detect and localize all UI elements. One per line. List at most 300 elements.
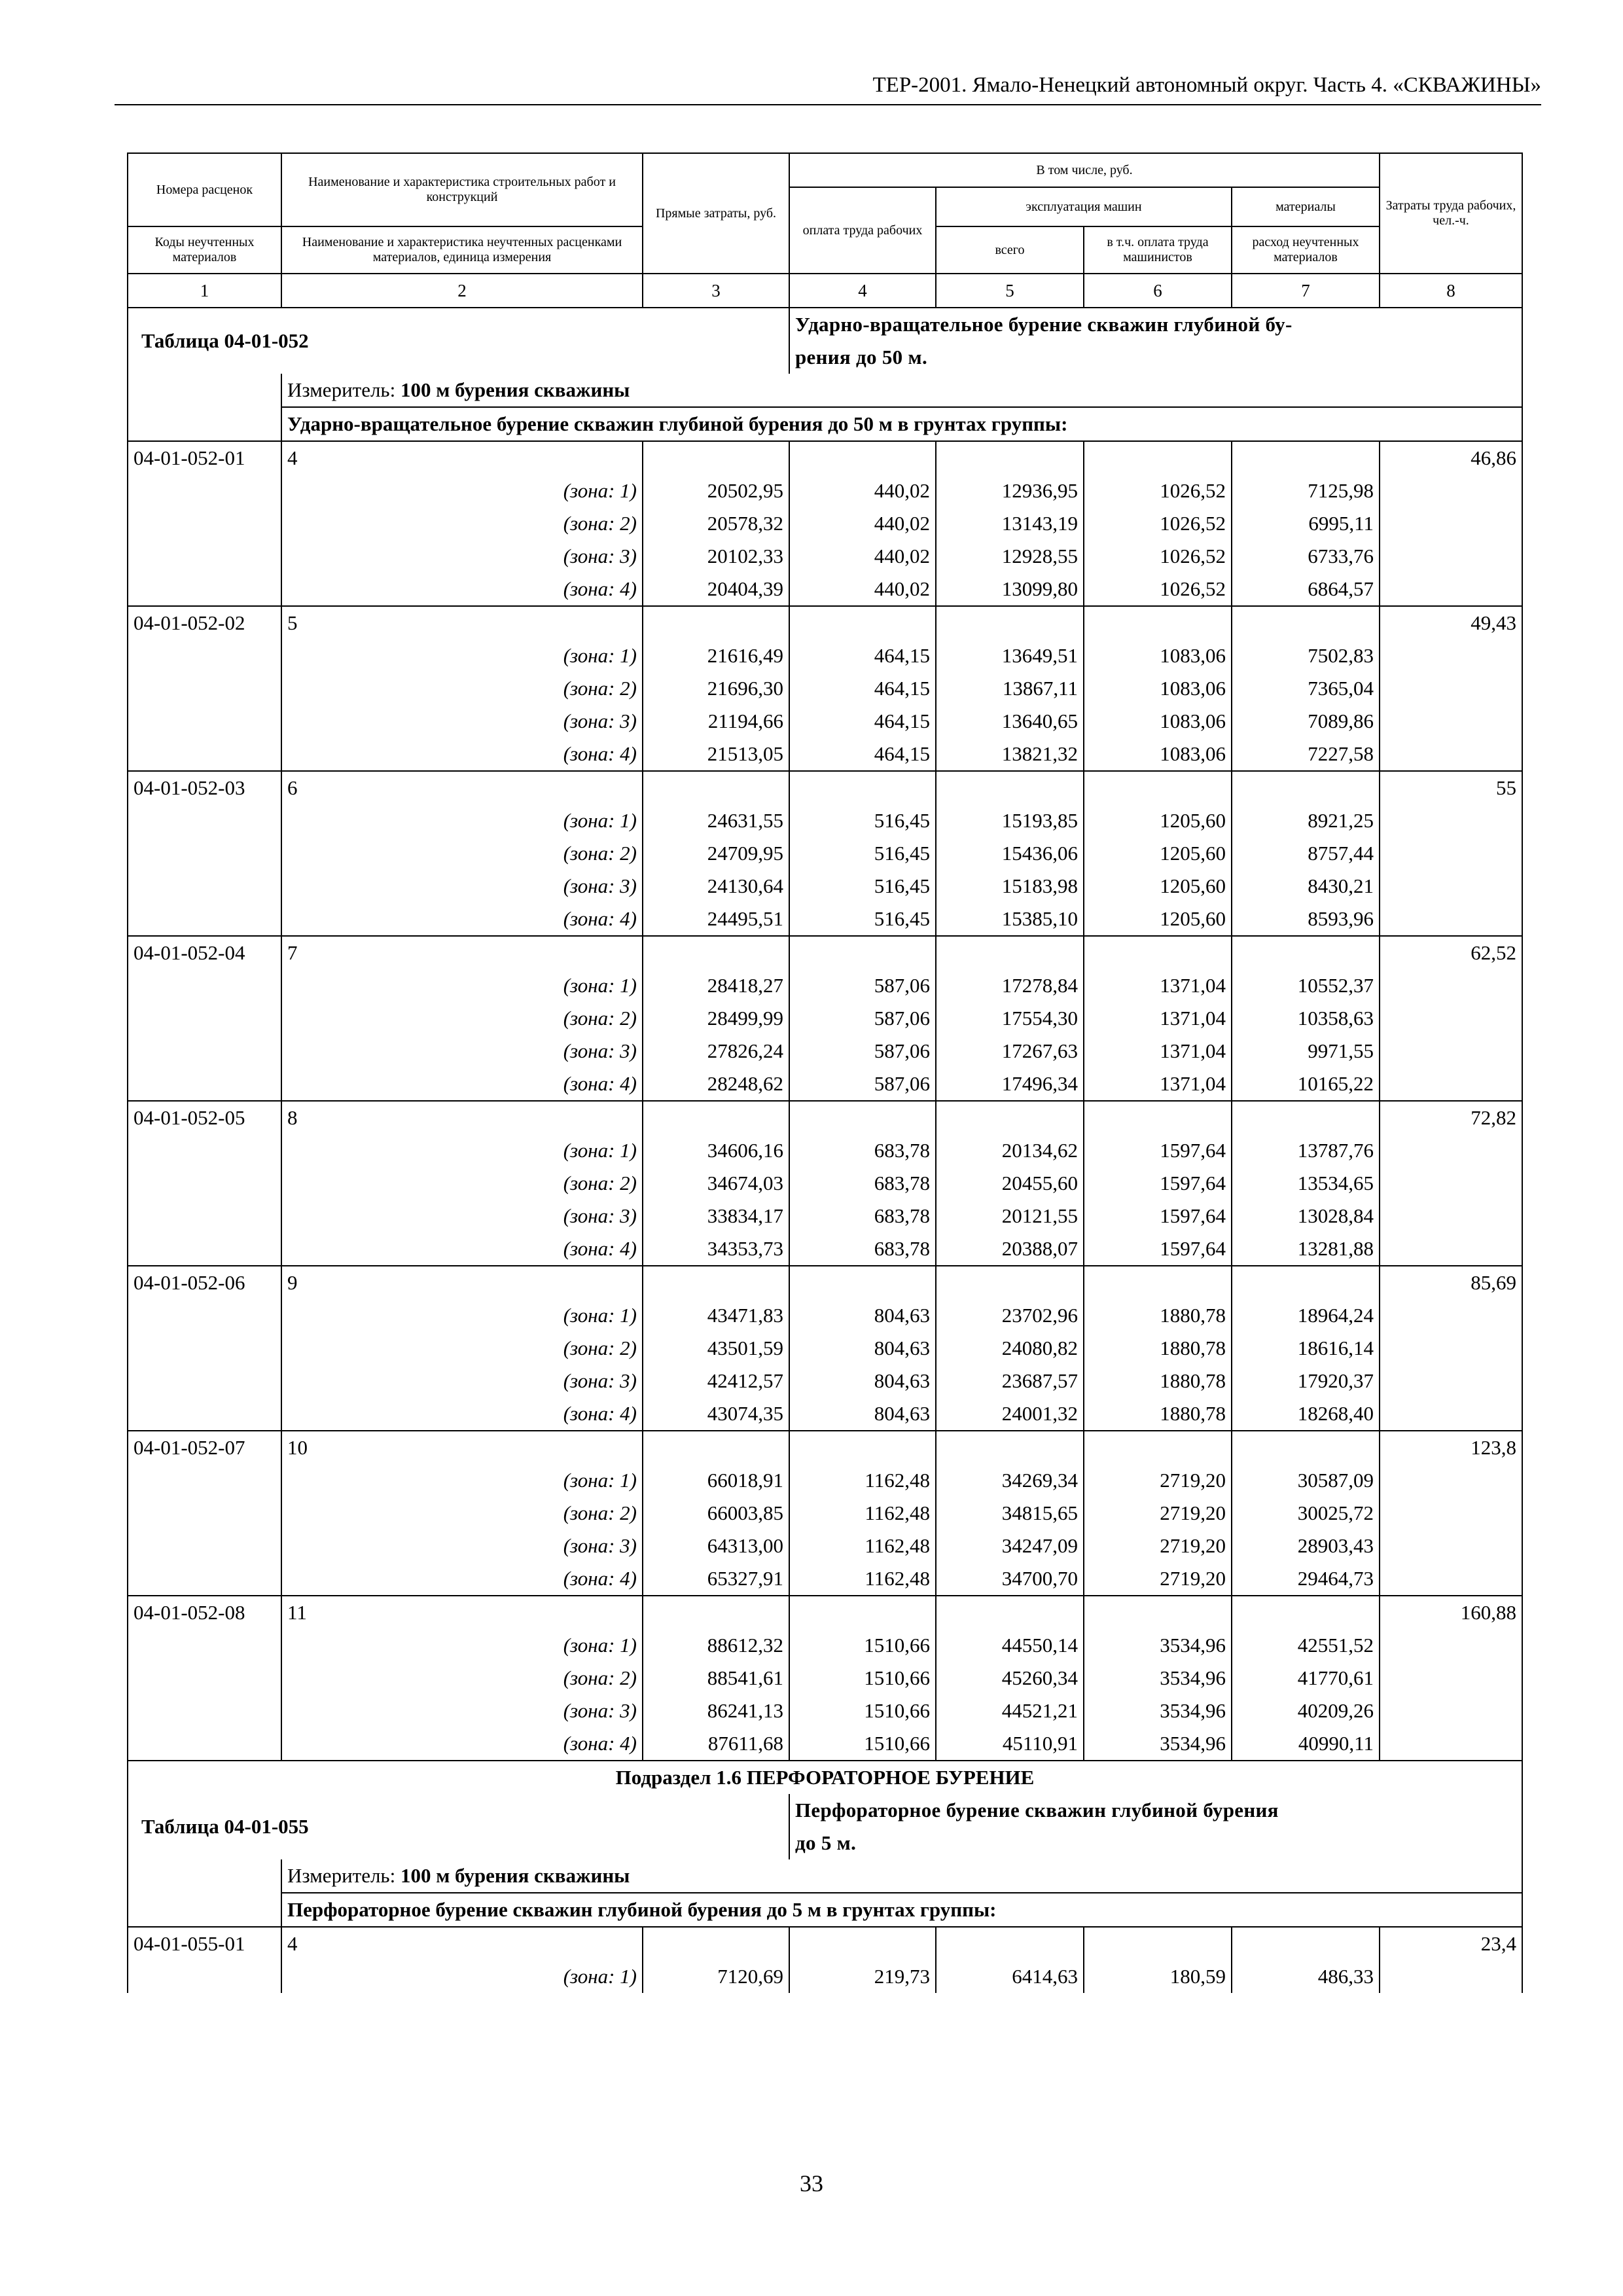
- materials-cost: 13281,88: [1232, 1232, 1380, 1266]
- empty-cell: [1380, 1134, 1522, 1167]
- direct-costs: 88612,32: [643, 1629, 789, 1662]
- subsection-row: [128, 1761, 1522, 1794]
- table-title: Таблица 04-01-055: [128, 1794, 789, 1859]
- worker-wages: 1510,66: [789, 1629, 936, 1662]
- direct-costs: 21513,05: [643, 738, 789, 771]
- rock-group: 10: [281, 1431, 643, 1464]
- empty-cell: [128, 507, 281, 540]
- materials-cost: 41770,61: [1232, 1662, 1380, 1695]
- zone-row: [128, 1200, 1522, 1232]
- machines-total: 13099,80: [936, 573, 1084, 606]
- zone-row: [128, 540, 1522, 573]
- empty-cell: [643, 771, 789, 804]
- machinist-wages: 2719,20: [1084, 1464, 1232, 1497]
- rate-code-row: [128, 1596, 1522, 1629]
- empty-cell: [789, 1596, 936, 1629]
- direct-costs: 33834,17: [643, 1200, 789, 1232]
- machinist-wages: 2719,20: [1084, 1562, 1232, 1596]
- zone-label: (зона: 4): [281, 1727, 643, 1761]
- direct-costs: 20578,32: [643, 507, 789, 540]
- rock-group: 6: [281, 771, 643, 804]
- zone-label: (зона: 4): [281, 1232, 643, 1266]
- empty-cell: [936, 1431, 1084, 1464]
- rate-code-row: [128, 1101, 1522, 1134]
- machines-total: 20455,60: [936, 1167, 1084, 1200]
- worker-wages: 516,45: [789, 804, 936, 837]
- worker-wages: 683,78: [789, 1167, 936, 1200]
- direct-costs: 20102,33: [643, 540, 789, 573]
- zone-row: [128, 804, 1522, 837]
- machinist-wages: 1083,06: [1084, 672, 1232, 705]
- zone-label: (зона: 2): [281, 507, 643, 540]
- empty-cell: [128, 573, 281, 606]
- worker-wages: 219,73: [789, 1960, 936, 1993]
- empty-cell: [1380, 969, 1522, 1002]
- col-materials-header: расход неучтенных материалов: [1232, 226, 1380, 274]
- rate-code: 04-01-052-08: [128, 1596, 281, 1629]
- zone-label: (зона: 2): [281, 1002, 643, 1035]
- zone-row: [128, 1629, 1522, 1662]
- zone-row: [128, 870, 1522, 903]
- empty-cell: [1232, 936, 1380, 969]
- zone-row: [128, 1530, 1522, 1562]
- materials-cost: 6864,57: [1232, 573, 1380, 606]
- machines-total: 15183,98: [936, 870, 1084, 903]
- empty-cell: [1084, 936, 1232, 969]
- zone-label: (зона: 3): [281, 1035, 643, 1067]
- empty-cell: [128, 1365, 281, 1397]
- empty-cell: [1380, 672, 1522, 705]
- machinist-wages: 1205,60: [1084, 837, 1232, 870]
- zone-label: (зона: 3): [281, 1365, 643, 1397]
- empty-cell: [128, 540, 281, 573]
- materials-cost: 7365,04: [1232, 672, 1380, 705]
- empty-cell: [936, 441, 1084, 475]
- machines-total: 17278,84: [936, 969, 1084, 1002]
- rate-code-row: [128, 606, 1522, 639]
- col-wages-header: оплата труда рабочих: [789, 187, 936, 274]
- machines-total: 17496,34: [936, 1067, 1084, 1101]
- machinist-wages: 1880,78: [1084, 1299, 1232, 1332]
- empty-cell: [1380, 1200, 1522, 1232]
- empty-cell: [128, 639, 281, 672]
- machinist-wages: 2719,20: [1084, 1530, 1232, 1562]
- labor-hours: 23,4: [1380, 1927, 1522, 1960]
- materials-cost: 8921,25: [1232, 804, 1380, 837]
- direct-costs: 27826,24: [643, 1035, 789, 1067]
- machines-total: 13867,11: [936, 672, 1084, 705]
- machines-total: 34815,65: [936, 1497, 1084, 1530]
- worker-wages: 683,78: [789, 1134, 936, 1167]
- worker-wages: 516,45: [789, 870, 936, 903]
- materials-cost: 30587,09: [1232, 1464, 1380, 1497]
- empty-cell: [643, 936, 789, 969]
- empty-cell: [1232, 1266, 1380, 1299]
- rates-table: [127, 152, 1523, 1993]
- zone-row: [128, 1232, 1522, 1266]
- col-labor-hours-header: Затраты труда рабочих, чел.-ч.: [1380, 153, 1522, 274]
- direct-costs: 20404,39: [643, 573, 789, 606]
- machinist-wages: 1205,60: [1084, 903, 1232, 936]
- empty-cell: [1084, 1927, 1232, 1960]
- worker-wages: 587,06: [789, 1035, 936, 1067]
- direct-costs: 28499,99: [643, 1002, 789, 1035]
- empty-cell: [1232, 1596, 1380, 1629]
- machinist-wages: 1026,52: [1084, 573, 1232, 606]
- materials-cost: 10552,37: [1232, 969, 1380, 1002]
- zone-label: (зона: 3): [281, 1200, 643, 1232]
- empty-cell: [789, 606, 936, 639]
- empty-cell: [1380, 1497, 1522, 1530]
- machines-total: 17554,30: [936, 1002, 1084, 1035]
- empty-cell: [1084, 606, 1232, 639]
- col-direct-costs-header: Прямые затраты, руб.: [643, 153, 789, 274]
- empty-cell: [128, 1299, 281, 1332]
- worker-wages: 516,45: [789, 837, 936, 870]
- zone-row: [128, 507, 1522, 540]
- machinist-wages: 1597,64: [1084, 1200, 1232, 1232]
- machinist-wages: 1880,78: [1084, 1332, 1232, 1365]
- zone-label: (зона: 1): [281, 1299, 643, 1332]
- empty-cell: [1380, 1035, 1522, 1067]
- empty-cell: [1084, 1431, 1232, 1464]
- empty-cell: [1380, 1067, 1522, 1101]
- materials-cost: 8593,96: [1232, 903, 1380, 936]
- empty-cell: [1380, 1464, 1522, 1497]
- machines-total: 45260,34: [936, 1662, 1084, 1695]
- zone-row: [128, 738, 1522, 771]
- worker-wages: 1162,48: [789, 1497, 936, 1530]
- empty-cell: [1232, 441, 1380, 475]
- materials-cost: 40990,11: [1232, 1727, 1380, 1761]
- zone-label: (зона: 4): [281, 1397, 643, 1431]
- empty-cell: [1380, 1662, 1522, 1695]
- direct-costs: 34674,03: [643, 1167, 789, 1200]
- machinist-wages: 3534,96: [1084, 1727, 1232, 1761]
- rate-code-row: [128, 1927, 1522, 1960]
- zone-row: [128, 1332, 1522, 1365]
- empty-cell: [128, 870, 281, 903]
- worker-wages: 440,02: [789, 507, 936, 540]
- materials-cost: 7502,83: [1232, 639, 1380, 672]
- empty-cell: [128, 1662, 281, 1695]
- zone-label: (зона: 4): [281, 903, 643, 936]
- zone-row: [128, 672, 1522, 705]
- rate-code-row: [128, 1431, 1522, 1464]
- zone-label: (зона: 2): [281, 837, 643, 870]
- col-machinist-wages-header: в т.ч. оплата труда машинистов: [1084, 226, 1232, 274]
- group-heading: Ударно-вращательное бурение скважин глубиной бурения до 50 м в грунтах группы:: [281, 407, 1522, 441]
- empty-cell: [128, 837, 281, 870]
- materials-cost: 28903,43: [1232, 1530, 1380, 1562]
- machines-total: 15436,06: [936, 837, 1084, 870]
- zone-label: (зона: 4): [281, 738, 643, 771]
- table-title-row: [128, 1794, 1522, 1859]
- direct-costs: 88541,61: [643, 1662, 789, 1695]
- empty-cell: [1380, 573, 1522, 606]
- empty-cell: [128, 1530, 281, 1562]
- empty-cell: [643, 1101, 789, 1134]
- empty-cell: [128, 1727, 281, 1761]
- table-description: Ударно-вращательное бурение скважин глубиной бу- рения до 50 м.: [789, 308, 1522, 374]
- empty-cell: [128, 1035, 281, 1067]
- column-number: 8: [1380, 274, 1522, 308]
- worker-wages: 464,15: [789, 705, 936, 738]
- machinist-wages: 1597,64: [1084, 1167, 1232, 1200]
- machines-total: 23687,57: [936, 1365, 1084, 1397]
- rate-code-row: [128, 1266, 1522, 1299]
- empty-cell: [128, 1397, 281, 1431]
- table-title: Таблица 04-01-052: [128, 308, 789, 374]
- zone-row: [128, 1562, 1522, 1596]
- machines-header: эксплуатация машин: [936, 187, 1232, 226]
- materials-cost: 29464,73: [1232, 1562, 1380, 1596]
- zone-row: [128, 1727, 1522, 1761]
- rate-code-row: [128, 441, 1522, 475]
- zone-label: (зона: 1): [281, 1134, 643, 1167]
- zone-label: (зона: 2): [281, 1332, 643, 1365]
- direct-costs: 42412,57: [643, 1365, 789, 1397]
- zone-label: (зона: 2): [281, 1497, 643, 1530]
- labor-hours: 62,52: [1380, 936, 1522, 969]
- zone-label: (зона: 2): [281, 1662, 643, 1695]
- col-machines-total-header: всего: [936, 226, 1084, 274]
- empty-cell: [128, 738, 281, 771]
- zone-label: (зона: 4): [281, 1067, 643, 1101]
- empty-cell: [128, 1232, 281, 1266]
- empty-cell: [128, 1332, 281, 1365]
- materials-cost: 7125,98: [1232, 475, 1380, 507]
- machines-total: 13649,51: [936, 639, 1084, 672]
- zone-row: [128, 475, 1522, 507]
- machines-total: 34269,34: [936, 1464, 1084, 1497]
- empty-cell: [789, 1101, 936, 1134]
- column-number: 7: [1232, 274, 1380, 308]
- worker-wages: 587,06: [789, 1002, 936, 1035]
- zone-row: [128, 573, 1522, 606]
- direct-costs: 64313,00: [643, 1530, 789, 1562]
- direct-costs: 43501,59: [643, 1332, 789, 1365]
- empty-cell: [1380, 1695, 1522, 1727]
- machinist-wages: 1083,06: [1084, 738, 1232, 771]
- column-number: 3: [643, 274, 789, 308]
- machines-total: 15193,85: [936, 804, 1084, 837]
- materials-cost: 6733,76: [1232, 540, 1380, 573]
- worker-wages: 464,15: [789, 639, 936, 672]
- empty-cell: [1380, 738, 1522, 771]
- machinist-wages: 1597,64: [1084, 1232, 1232, 1266]
- zone-label: (зона: 1): [281, 804, 643, 837]
- worker-wages: 683,78: [789, 1232, 936, 1266]
- empty-cell: [128, 1960, 281, 1993]
- labor-hours: 85,69: [1380, 1266, 1522, 1299]
- worker-wages: 804,63: [789, 1365, 936, 1397]
- empty-cell: [643, 1596, 789, 1629]
- zone-label: (зона: 1): [281, 969, 643, 1002]
- materials-cost: 6995,11: [1232, 507, 1380, 540]
- empty-cell: [1232, 1927, 1380, 1960]
- group-row: [128, 1893, 1522, 1927]
- machines-total: 6414,63: [936, 1960, 1084, 1993]
- zone-row: [128, 1167, 1522, 1200]
- zone-row: [128, 639, 1522, 672]
- machinist-wages: 1205,60: [1084, 870, 1232, 903]
- empty-cell: [1084, 771, 1232, 804]
- machinist-wages: 1026,52: [1084, 540, 1232, 573]
- zone-row: [128, 1299, 1522, 1332]
- machines-total: 20121,55: [936, 1200, 1084, 1232]
- direct-costs: 43471,83: [643, 1299, 789, 1332]
- worker-wages: 804,63: [789, 1299, 936, 1332]
- machines-total: 44550,14: [936, 1629, 1084, 1662]
- zone-row: [128, 1662, 1522, 1695]
- rate-code: 04-01-052-05: [128, 1101, 281, 1134]
- zone-row: [128, 1002, 1522, 1035]
- zone-label: (зона: 1): [281, 1629, 643, 1662]
- machines-total: 15385,10: [936, 903, 1084, 936]
- machinist-wages: 1371,04: [1084, 969, 1232, 1002]
- rate-code: 04-01-052-03: [128, 771, 281, 804]
- empty-cell: [643, 1927, 789, 1960]
- empty-cell: [1380, 837, 1522, 870]
- zone-row: [128, 903, 1522, 936]
- empty-cell: [936, 771, 1084, 804]
- zone-label: (зона: 2): [281, 1167, 643, 1200]
- rock-group: 4: [281, 441, 643, 475]
- empty-cell: [128, 903, 281, 936]
- machinist-wages: 3534,96: [1084, 1662, 1232, 1695]
- labor-hours: 160,88: [1380, 1596, 1522, 1629]
- machines-total: 12928,55: [936, 540, 1084, 573]
- rock-group: 8: [281, 1101, 643, 1134]
- worker-wages: 440,02: [789, 573, 936, 606]
- labor-hours: 46,86: [1380, 441, 1522, 475]
- machinist-wages: 1371,04: [1084, 1002, 1232, 1035]
- zone-row: [128, 705, 1522, 738]
- empty-cell: [936, 1266, 1084, 1299]
- machines-total: 13821,32: [936, 738, 1084, 771]
- table-description: Перфораторное бурение скважин глубиной бурения до 5 м.: [789, 1794, 1522, 1859]
- direct-costs: 86241,13: [643, 1695, 789, 1727]
- empty-cell: [1232, 1101, 1380, 1134]
- empty-cell: [1380, 1167, 1522, 1200]
- worker-wages: 1162,48: [789, 1464, 936, 1497]
- worker-wages: 804,63: [789, 1397, 936, 1431]
- col-material-codes-header: Коды неучтенных материалов: [128, 226, 281, 274]
- machinist-wages: 1371,04: [1084, 1067, 1232, 1101]
- machines-total: 44521,21: [936, 1695, 1084, 1727]
- zone-label: (зона: 1): [281, 639, 643, 672]
- column-number: 2: [281, 274, 643, 308]
- column-number: 4: [789, 274, 936, 308]
- machinist-wages: 1026,52: [1084, 475, 1232, 507]
- worker-wages: 1510,66: [789, 1662, 936, 1695]
- empty-cell: [1380, 1562, 1522, 1596]
- zone-label: (зона: 2): [281, 672, 643, 705]
- materials-cost: 40209,26: [1232, 1695, 1380, 1727]
- empty-cell: [789, 1927, 936, 1960]
- direct-costs: 24631,55: [643, 804, 789, 837]
- zone-row: [128, 1695, 1522, 1727]
- machinist-wages: 1083,06: [1084, 639, 1232, 672]
- empty-cell: [128, 1695, 281, 1727]
- empty-cell: [128, 1200, 281, 1232]
- zone-row: [128, 1397, 1522, 1431]
- machinist-wages: 1597,64: [1084, 1134, 1232, 1167]
- zone-label: (зона: 3): [281, 870, 643, 903]
- worker-wages: 440,02: [789, 540, 936, 573]
- empty-cell: [1380, 1365, 1522, 1397]
- direct-costs: 43074,35: [643, 1397, 789, 1431]
- worker-wages: 464,15: [789, 672, 936, 705]
- empty-cell: [128, 804, 281, 837]
- materials-cost: 9971,55: [1232, 1035, 1380, 1067]
- machinist-wages: 1026,52: [1084, 507, 1232, 540]
- machinist-wages: 1880,78: [1084, 1397, 1232, 1431]
- column-number: 6: [1084, 274, 1232, 308]
- page-number: 33: [800, 2170, 823, 2197]
- materials-cost: 18964,24: [1232, 1299, 1380, 1332]
- labor-hours: 55: [1380, 771, 1522, 804]
- worker-wages: 1162,48: [789, 1530, 936, 1562]
- direct-costs: 24130,64: [643, 870, 789, 903]
- empty-cell: [643, 1431, 789, 1464]
- rate-code-row: [128, 771, 1522, 804]
- empty-cell: [1380, 870, 1522, 903]
- empty-cell: [1380, 903, 1522, 936]
- zone-row: [128, 1960, 1522, 1993]
- empty-cell: [1084, 441, 1232, 475]
- machines-total: 34247,09: [936, 1530, 1084, 1562]
- empty-cell: [1380, 1960, 1522, 1993]
- group-heading: Перфораторное бурение скважин глубиной бурения до 5 м в грунтах группы:: [281, 1893, 1522, 1927]
- column-number-row: [128, 274, 1522, 308]
- empty-cell: [128, 475, 281, 507]
- direct-costs: 87611,68: [643, 1727, 789, 1761]
- empty-cell: [1232, 1431, 1380, 1464]
- empty-cell: [789, 771, 936, 804]
- unit-line: Измеритель: 100 м бурения скважины: [281, 1859, 1522, 1893]
- empty-cell: [128, 1464, 281, 1497]
- zone-label: (зона: 4): [281, 1562, 643, 1596]
- zone-label: (зона: 3): [281, 1695, 643, 1727]
- machines-total: 20388,07: [936, 1232, 1084, 1266]
- zone-row: [128, 1067, 1522, 1101]
- zone-label: (зона: 1): [281, 1960, 643, 1993]
- empty-cell: [936, 1596, 1084, 1629]
- direct-costs: 24495,51: [643, 903, 789, 936]
- direct-costs: 21696,30: [643, 672, 789, 705]
- zone-row: [128, 837, 1522, 870]
- zone-label: (зона: 4): [281, 573, 643, 606]
- worker-wages: 1510,66: [789, 1695, 936, 1727]
- empty-cell: [128, 1067, 281, 1101]
- zone-row: [128, 1365, 1522, 1397]
- labor-hours: 72,82: [1380, 1101, 1522, 1134]
- empty-cell: [789, 1266, 936, 1299]
- materials-cost: 10165,22: [1232, 1067, 1380, 1101]
- subsection-heading: Подраздел 1.6 ПЕРФОРАТОРНОЕ БУРЕНИЕ: [128, 1761, 1522, 1794]
- direct-costs: 21616,49: [643, 639, 789, 672]
- empty-cell: [643, 606, 789, 639]
- worker-wages: 440,02: [789, 475, 936, 507]
- empty-cell: [1232, 771, 1380, 804]
- rate-code: 04-01-052-04: [128, 936, 281, 969]
- empty-cell: [128, 1629, 281, 1662]
- materials-cost: 7089,86: [1232, 705, 1380, 738]
- machines-total: 24001,32: [936, 1397, 1084, 1431]
- empty-cell: [128, 1002, 281, 1035]
